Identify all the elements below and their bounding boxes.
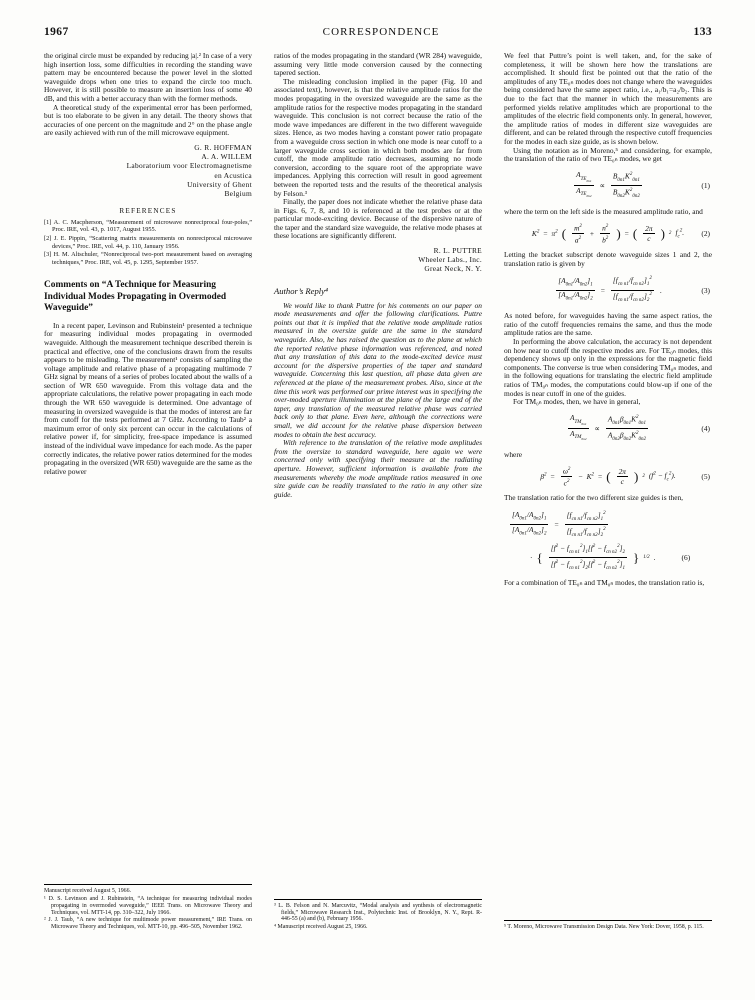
paragraph: Letting the bracket subscript denote waveguide sizes 1 and 2, the translation ratio is given by (504, 250, 712, 268)
header-section-title: CORRESPONDENCE (322, 26, 440, 38)
paragraph: We feel that Puttre’s point is well taken, and, for the sake of completeness, it will be shown here how the translations are accomplished. It should first be pointed out that the ratio of the amplitudes of any TE₀ₙ modes does not change where the waveguides being considered have the same aspect ratio, i.e., a₁/b₁=a₂/b₂. This is due to the fact that the manner in which the measurements are performed yields relative amplitudes which are proportional to the amplitudes of the electric field components only. In general, however, the amplitude ratios of modes in different size waveguides are different, and can be related through the respective cutoff frequencies for the modes in each size guide, as is shown below. (504, 51, 712, 146)
paragraph: In performing the above calculation, the accuracy is not dependent on how near to cutoff the respective modes are. For TE₀ₙ modes, this dependency shows up only in the expressions for the magnetic field components. The converse is true when considering TM₀ₙ modes, and in the following equations for translating the electric field amplitude ratios of TM₀ₙ modes, the computations could blow-up if one of the modes is near cutoff in one of the guides. (504, 336, 712, 398)
equation-5: $\beta^2$ = $\frac{\omega^2}{c^2}$ − $K^2$ = ( $\frac{2\pi}{c}$ ) 2 $(f^2 - f_c^2)$. (5) (540, 466, 710, 488)
equation-number: (5) (701, 472, 710, 482)
footnote-item: ¹ D. S. Levinson and J. Rubinstein, “A technique for measuring individual modes propagating in overmoded waveguide,” IEEE Trans. on Microwave Theory and Techniques, vol. MTT-14, pp. 310–322, July 1966. (44, 896, 252, 916)
affiliation-line: Wheeler Labs., Inc. (418, 255, 482, 265)
footnote-block (44, 884, 252, 932)
footnote-item: Manuscript received August 5, 1966. (44, 888, 132, 895)
column-layout (44, 52, 712, 932)
author-name: R. L. PUTTRE (433, 246, 482, 256)
footnote-item: ³ L. B. Felson and N. Marcuvitz, “Modal analysis and synthesis of electromagnetic fields,” Microwave Research Inst., Polytechnic Inst. of Brooklyn, N. Y., Rept. R-446-55 (a) and (b), February 1956. (274, 902, 482, 923)
column-1 (44, 52, 252, 932)
paragraph: Finally, the paper does not indicate whether the relative phase data in Figs. 6, 7, 8, and 10 is referenced at the test probes or at the particular mode-exciting device. Because of the dispersive nature of the taper and the standard size waveguide, the relative mode phases at these locations are significantly different. (274, 197, 482, 241)
equation-2: $K^2$ = $\pi^2$ ( $\frac{m^2}{a^2}$ + $\frac{n^2}{b^2}$ ) = ( $\frac{2\pi}{c}$ ) 2 $f_c^2$. (2) (531, 223, 710, 245)
header-page-number: 133 (693, 26, 712, 38)
equation-6: $\frac{[A_{0n1}/A_{0n2}]_1}{[A_{0n1}/A_{0n2}]_2}$ = $\frac{[f_{cn n1}/f_{cn n2}]_1^2}{[f_{cn n1}/f_{cn n2}]_2^2}$ · { $\frac{[f^2 - f_{cn n1}^2]_1[f^2 - f_{cn n2}^2]_2}{[f^2 - f_{cn n1}^2]_2[f^2 - f_{cn n2}^2]_1}$ } 1/2 . (6) (512, 510, 691, 571)
equation-number: (1) (701, 181, 710, 191)
affiliation-line: Laboratorium voor Electromagnetisme (126, 161, 252, 171)
reference-item: [1] A. C. Macpherson, “Measurement of microwave nonreciprocal four-poles,” Proc. IRE, vol. 43, p. 1017, August 1955. (44, 219, 252, 234)
paragraph: A theoretical study of the experimental error has been performed, but is too elaborate to be given in any detail. The theory shows that accuracies of one percent on the magnitude and 2° on the phase angle are easily achieved with run of the mill microwave equipment. (44, 102, 252, 138)
equation-1: $\frac{A_{TE_{0n1}}}{A_{TE_{0n2}}}$ ∝ $\frac{B_{0n1}K^2_{0n1}}{B_{0n2}K^2_{0n2}}$ (1) (576, 170, 710, 199)
paragraph: the original circle must be expanded by reducing |a|.² In case of a very high insertion loss, some difficulties in recording the standing wave pattern may be encountered because the power level in the slotted waveguide drops when one tries to expand the circle too much. However, it is still possible to measure an insertion loss of some 40 dB, and this with a better accuracy than with the former methods. (44, 51, 252, 103)
paragraph: With reference to the translation of the relative mode amplitudes from the oversize to standard waveguide, here again we were concerned only with specifying their measure at the radiating aperture. However, sufficient information is available from the measurements whereby the mode amplitude ratios measured in one size guide can be readily translated to the ratio in any other size guide. (274, 438, 482, 499)
paragraph: We would like to thank Puttre for his comments on our paper on mode measurements and offer the following clarifications. Puttre points out that it is implied that the relative mode amplitude ratios measured in the oversize guide are the same in the standard waveguide. Also, he has raised the question as to the plane at which the reported relative phase information was referenced, and noted that any translation of this data to the mode-excited device must account for the dispersive properties of the taper and standard waveguide. Concerning this last question, all phase data given are referenced at the plane of the measurement probes. Also, since at the time this work was performed our prime interest was in specifying the over-moded aperture illumination at the plane of the large end of the taper, any translation of the measured relative phase was carried back only to that plane. Even here, although the corrections were small, we did account for the relative phase dispersion between modes to obtain the best accuracy. (274, 300, 482, 439)
paragraph: As noted before, for waveguides having the same aspect ratios, the ratio of the cutoff frequencies remains the same, and thus the mode amplitude ratios are the same. (504, 311, 712, 338)
column-2 (274, 52, 482, 932)
signature-block (274, 246, 482, 274)
references-heading: REFERENCES (119, 207, 177, 216)
equation-number: (6) (681, 553, 691, 563)
reference-list (44, 219, 252, 266)
equation-4: $\frac{A_{TM_{0n1}}}{A_{TM_{0n2}}}$ ∝ $\frac{A_{0n1}\beta_{0n1}K^2_{0n1}}{A_{0n2}\beta_{0n2}K^2_{0n2}}$ (4) (569, 413, 710, 442)
where-label: where (504, 449, 523, 459)
author-name: A. A. WILLEM (201, 152, 252, 162)
affiliation-line: en Acustica (214, 170, 252, 180)
reference-item: [3] H. M. Altschuler, “Nonreciprocal two-port measurement based on averaging techniques,” Proc. IRE, vol. 45, p. 1295, September 1957. (44, 251, 252, 266)
reference-item: [2] J. E. Pippin, “Scattering matrix measurements on nonreciprocal microwave devices,” Proc. IRE, vol. 44, p. 110, January 1956. (44, 235, 252, 250)
footnote-item: ⁴ Manuscript received August 25, 1966. (274, 924, 368, 931)
affiliation-line: Great Neck, N. Y. (424, 264, 482, 274)
affiliation-line: Belgium (224, 188, 252, 198)
paragraph: ratios of the modes propagating in the standard (WR 284) waveguide, assuming very little mode conversion caused by the connecting tapered section. (274, 51, 482, 78)
equation-number: (4) (701, 424, 710, 434)
footnote-block (274, 899, 482, 932)
equation-3: $\frac{[A_{0n1}/A_{0n2}]_1}{[A_{0n1}/A_{0n2}]_2}$ = $\frac{[f_{cn n1}/f_{cn n2}]_1^2}{[f_{cn n1}/f_{cn n2}]_2^2}$ . (3) (558, 275, 710, 304)
reply-title: Author’s Reply⁴ (274, 285, 328, 296)
paragraph: For a combination of TE₀ₙ and TM₀ₙ modes, the translation ratio is, (504, 578, 705, 588)
footnote-item: ⁵ T. Moreno, Microwave Transmission Design Data. New York: Dover, 1958, p. 115. (504, 924, 704, 931)
equation-number: (2) (701, 229, 710, 239)
column-3 (504, 52, 712, 932)
affiliation-line: University of Ghent (187, 179, 252, 189)
author-name: G. R. HOFFMAN (194, 142, 252, 152)
article-title: Comments on “A Technique for Measuring Individual Modes Propagating in Overmoded Waveguide” (44, 279, 227, 314)
header-year: 1967 (44, 26, 69, 38)
page-header (44, 26, 712, 38)
paragraph: The misleading conclusion implied in the paper (Fig. 10 and associated text), however, is that the relative amplitude ratios for the modes propagating in the oversized waveguide are the same as the amplitude ratios for the respective modes propagating in the standard waveguide. This conclusion is not correct because the ratio of the mode wave impedances are different in the two different waveguide sizes. Hence, as two modes having a constant power ratio propagate from a waveguide cross section in which one mode is near cutoff to a larger waveguide cross section in which both modes are far from cutoff, the mode amplitude ratio decreases, assuming no mode conversion, according to the square root of the appropriate wave impedances. Applying this correction will result in good agreement between the reported tests and the results of the theoretical analysis by Felson.³ (274, 76, 482, 198)
paragraph: The translation ratio for the two different size guides is then, (504, 493, 684, 503)
footnote-block (504, 920, 712, 932)
paragraph: For TM₀ₙ modes, then, we have in general, (513, 397, 641, 407)
equation-number: (3) (701, 285, 710, 295)
footnote-item: ² J. J. Taub, “A new technique for multimode power measurement,” IRE Trans. on Microwave Theory and Techniques, vol. MTT-10, pp. 496–505, November 1962. (44, 917, 252, 931)
signature-block (44, 143, 252, 198)
paragraph: where the term on the left side is the measured amplitude ratio, and (504, 206, 703, 216)
paragraph: Using the notation as in Moreno,⁵ and considering, for example, the translation of the ratio of two TE₀ₙ modes, we get (504, 145, 712, 164)
paragraph: In a recent paper, Levinson and Rubinstein¹ presented a technique for measuring individual modes propagating in overmoded waveguide. Although the measurement technique described therein is practical and effective, one of the conclusions drawn from the results appears to be misleading. The measurement¹ consists of sampling the voltage amplitude and relative phase of a propagating multimode 7 GHz signal by means of a series of probes located about the walls of a section of WR 650 waveguide. From this voltage data and the appropriate calculations, the relative power propagating in each mode through the WR 650 waveguide is determined. One advantage of measuring in oversized waveguide is that the modes of interest are far from cutoff for the tests performed at 7 GHz. According to Taub² a maximum error of only six percent can occur in the calculations of relative power if, for simplicity, free-space impedance is assumed instead of the individual wave impedance for each mode. As the paper correctly indicates, the relative power ratios determined for the modes propagating in the oversized (WR 650) waveguide are the same as the relative power (44, 320, 252, 476)
